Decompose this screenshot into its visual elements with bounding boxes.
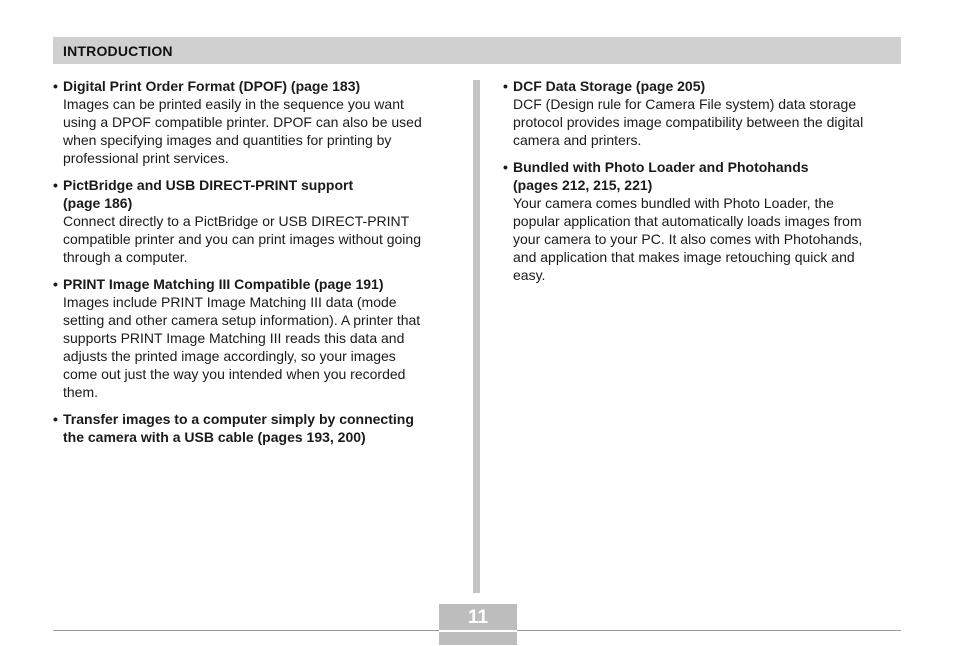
feature-item-print-image-matching bbox=[53, 275, 461, 401]
feature-description: Images include PRINT Image Matching III data (mode setting and other camera setup information). A printer that supports PRINT Image Matching III reads this data and adjusts the printed image accordingly, so your images come out just the way you intended when you recorded them. bbox=[63, 294, 421, 400]
page-number-badge bbox=[439, 604, 517, 645]
feature-item-dcf bbox=[503, 77, 903, 149]
feature-item-photo-loader bbox=[503, 158, 903, 284]
feature-title: DCF Data Storage (page 205) bbox=[513, 78, 706, 94]
feature-item-dpof bbox=[53, 77, 461, 167]
right-column bbox=[503, 77, 903, 293]
bullet-icon: • bbox=[53, 276, 58, 292]
bullet-icon: • bbox=[53, 411, 58, 427]
feature-title: PRINT Image Matching III Compatible (page 191) bbox=[63, 276, 384, 292]
feature-item-pictbridge bbox=[53, 176, 461, 266]
feature-title: PictBridge and USB DIRECT-PRINT support (page 186) bbox=[63, 177, 354, 211]
bullet-icon: • bbox=[503, 159, 508, 175]
feature-title: Digital Print Order Format (DPOF) (page 183) bbox=[63, 78, 361, 94]
bullet-icon: • bbox=[53, 78, 58, 94]
section-header-bar bbox=[53, 37, 901, 64]
feature-description: DCF (Design rule for Camera File system) data storage protocol provides image compatibility between the digital camera and printers. bbox=[513, 96, 864, 148]
feature-item-usb-transfer bbox=[53, 410, 461, 446]
section-title: INTRODUCTION bbox=[63, 43, 173, 59]
feature-title: Bundled with Photo Loader and Photohands (pages 212, 215, 221) bbox=[513, 159, 809, 193]
feature-description: Connect directly to a PictBridge or USB DIRECT-PRINT compatible printer and you can print images without going through a computer. bbox=[63, 213, 421, 265]
bullet-icon: • bbox=[503, 78, 508, 94]
feature-description: Your camera comes bundled with Photo Loader, the popular application that automatically loads images from your camera to your PC. It also comes with Photohands, and application that makes image retouching quick and easy. bbox=[513, 195, 863, 283]
page-number: 11 bbox=[467, 607, 489, 628]
column-divider bbox=[473, 80, 480, 593]
bullet-icon: • bbox=[53, 177, 58, 193]
feature-title: Transfer images to a computer simply by connecting the camera with a USB cable (pages 193, 200) bbox=[63, 411, 414, 445]
feature-description: Images can be printed easily in the sequence you want using a DPOF compatible printer. DPOF can also be used when specifying images and quantities for printing by professional print services. bbox=[63, 96, 422, 166]
left-column bbox=[53, 77, 461, 455]
